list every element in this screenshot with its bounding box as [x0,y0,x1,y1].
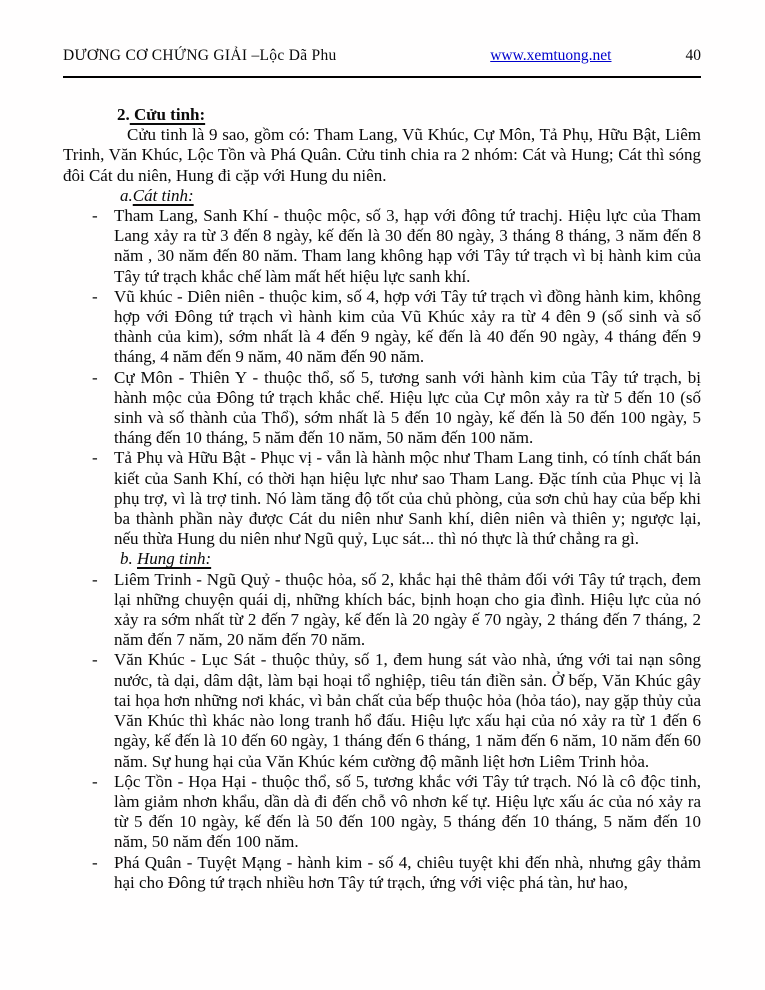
list-item-liem-trinh [63,570,701,651]
subheading-cat-label: Cát tinh: [132,185,194,205]
list-item-van-khuc [63,650,701,771]
document-body [63,105,701,893]
bullet-dash: - [92,650,98,670]
list-item-text: Lộc Tồn - Họa Hại - thuộc thổ, số 5, tương khắc với Tây tứ trạch. Nó là cô độc tinh, làm giảm nhơn khẩu, dần dà đi đến chỗ vô nhơn kế tự. Hiệu lực xấu ác của nó xảy ra từ 5 đến 10 ngày, kế đến là 50 đến 100 ngày, 5 tháng đến 10 tháng, 5 năm đến 10 năm, 50 năm đến 100 năm. [114,771,701,852]
cat-tinh-list [63,206,701,549]
subheading-hung-label: Hung tinh: [137,549,212,569]
list-item-loc-ton [63,772,701,853]
bullet-dash: - [92,771,98,791]
list-item-text: Vũ khúc - Diên niên - thuộc kim, số 4, hợp với Tây tứ trạch vì đồng hành kim, không hợp với Đông tứ trạch vì hành kim của Vũ Khúc xảy ra từ 4 đên 9 (số sinh và số thành của kim), sớm nhất là 4 đến 9 ngày, kế đến là 40 đến 90 ngày, 4 tháng đến 9 tháng, 4 năm đến 9 năm, 40 năm đến 90 năm. [114,286,701,367]
list-item-text: Tả Phụ và Hữu Bật - Phục vị - vẫn là hành mộc như Tham Lang tinh, có tính chất bán kiết của Sanh Khí, có thời hạn hiệu lực như sao Tham Lang. Đặc tính của Phục vị là phụ trợ, vì là trợ tinh. Nó làm tăng độ tốt của chủ phòng, của sơn chủ hay của bếp khi ba thành phần này được Cát du niên như Sanh khí, diên niên và thiên y; ngược lại, nếu thừa Hung du niên như Ngũ quỷ, Lục sát... thì nó thực là thứ chẳng ra gì. [114,448,701,549]
list-item-text: Liêm Trinh - Ngũ Quỷ - thuộc hỏa, số 2, khắc hại thê thảm đối với Tây tứ trạch, đem lại những chuyện quái dị, những khích bác, bịnh hoạn cho gia đình. Hiệu lực của nó xảy ra sớm nhất từ 2 đến 7 ngày, kế đến là 20 ngày ế 70 ngày, 2 tháng đến 7 tháng, 2 năm đến 7 năm, 20 năm đến 70 năm. [114,569,701,650]
bullet-dash: - [92,286,98,306]
header-rule [63,76,701,78]
bullet-dash: - [92,367,98,387]
subheading-cat-tinh [120,186,701,206]
bullet-dash: - [92,852,98,872]
intro-paragraph: Cửu tinh là 9 sao, gồm có: Tham Lang, Vũ Khúc, Cự Môn, Tả Phụ, Hữu Bật, Liêm Trinh, Văn Khúc, Lộc Tồn và Phá Quân. Cửu tinh chia ra 2 nhóm: Cát và Hung; Cát thì sóng đôi Cát du niên, Hung đi cặp với Hung du niên. [63,125,701,185]
list-item-text: Tham Lang, Sanh Khí - thuộc mộc, số 3, hạp với đông tứ trachj. Hiệu lực của Tham Lang xảy ra từ 3 đến 8 ngày, kế đến là 30 đến 80 ngày, 3 tháng 8 tháng, 3 năm đến 8 năm , 30 năm đến 80 năm. Tham lang không hạp với Tây tứ trạch vì bị hành kim của Tây tứ trạch khắc chế làm mất hết hiệu lực sanh khí. [114,206,701,286]
list-item-tham-lang [63,206,701,287]
page-header [63,46,701,65]
list-item-text: Văn Khúc - Lục Sát - thuộc thủy, số 1, đem hung sát vào nhà, ứng với tai nạn sông nước, tà dại, dâm dật, làm bại hoại tổ nghiệp, tiêu tán điền sản. Ở bếp, Văn Khúc gây tai họa hơn những nơi khác, vì bản chất của bếp thuộc hỏa (hỏa táo), nay gặp thủy của Văn Khúc thì khác nào long tranh hổ đấu. Hiệu lực xấu hại của nó xảy ra từ 1 đến 6 ngày, kế đến là 10 đến 60 ngày, 1 tháng đến 6 tháng, 1 năm đến 6 năm, 10 năm đến 60 năm. Sự hung hại của Văn Khúc kém cường độ mãnh liệt hơn Liêm Trinh hỏa. [114,650,701,771]
subheading-hung-prefix: b. [120,549,137,569]
list-item-pha-quan [63,853,701,893]
subheading-cat-prefix: a. [120,185,133,205]
bullet-dash: - [92,448,98,468]
bullet-dash: - [92,569,98,589]
list-item-cu-mon [63,368,701,449]
list-item-text: Phá Quân - Tuyệt Mạng - hành kim - số 4, chiêu tuyệt khi đến nhà, nhưng gây thảm hại cho Đông tứ trạch nhiều hơn Tây tứ trạch, ứng với việc phá tàn, hư hao, [114,852,701,892]
list-item-ta-phu-huu-bat [63,448,701,549]
list-item-vu-khuc [63,287,701,368]
header-link[interactable]: www.xemtuong.net [490,47,612,64]
header-title: DƯƠNG CƠ CHỨNG GIẢI –Lộc Dã Phu [63,47,337,64]
section-heading-number: 2. [117,105,130,124]
section-heading-label: Cửu tinh: [129,105,206,124]
bullet-dash: - [92,206,98,226]
list-item-text: Cự Môn - Thiên Y - thuộc thổ, số 5, tương sanh với hành kim của Tây tứ trạch, bị hành mộc của Đông tứ trạch khắc chế. Hiệu lực của Cự môn xảy ra từ 5 đến 10 (số sinh và số thành của Thổ), sớm nhất là 5 đến 10 ngày, kế đến là 50 đến 100 ngày, 5 tháng đến 10 tháng, 5 năm đến 10 năm, 50 năm đến 100 năm. [114,367,701,448]
subheading-hung-tinh [120,549,701,569]
page-number: 40 [685,47,701,64]
hung-tinh-list [63,570,701,893]
section-heading [117,105,701,125]
